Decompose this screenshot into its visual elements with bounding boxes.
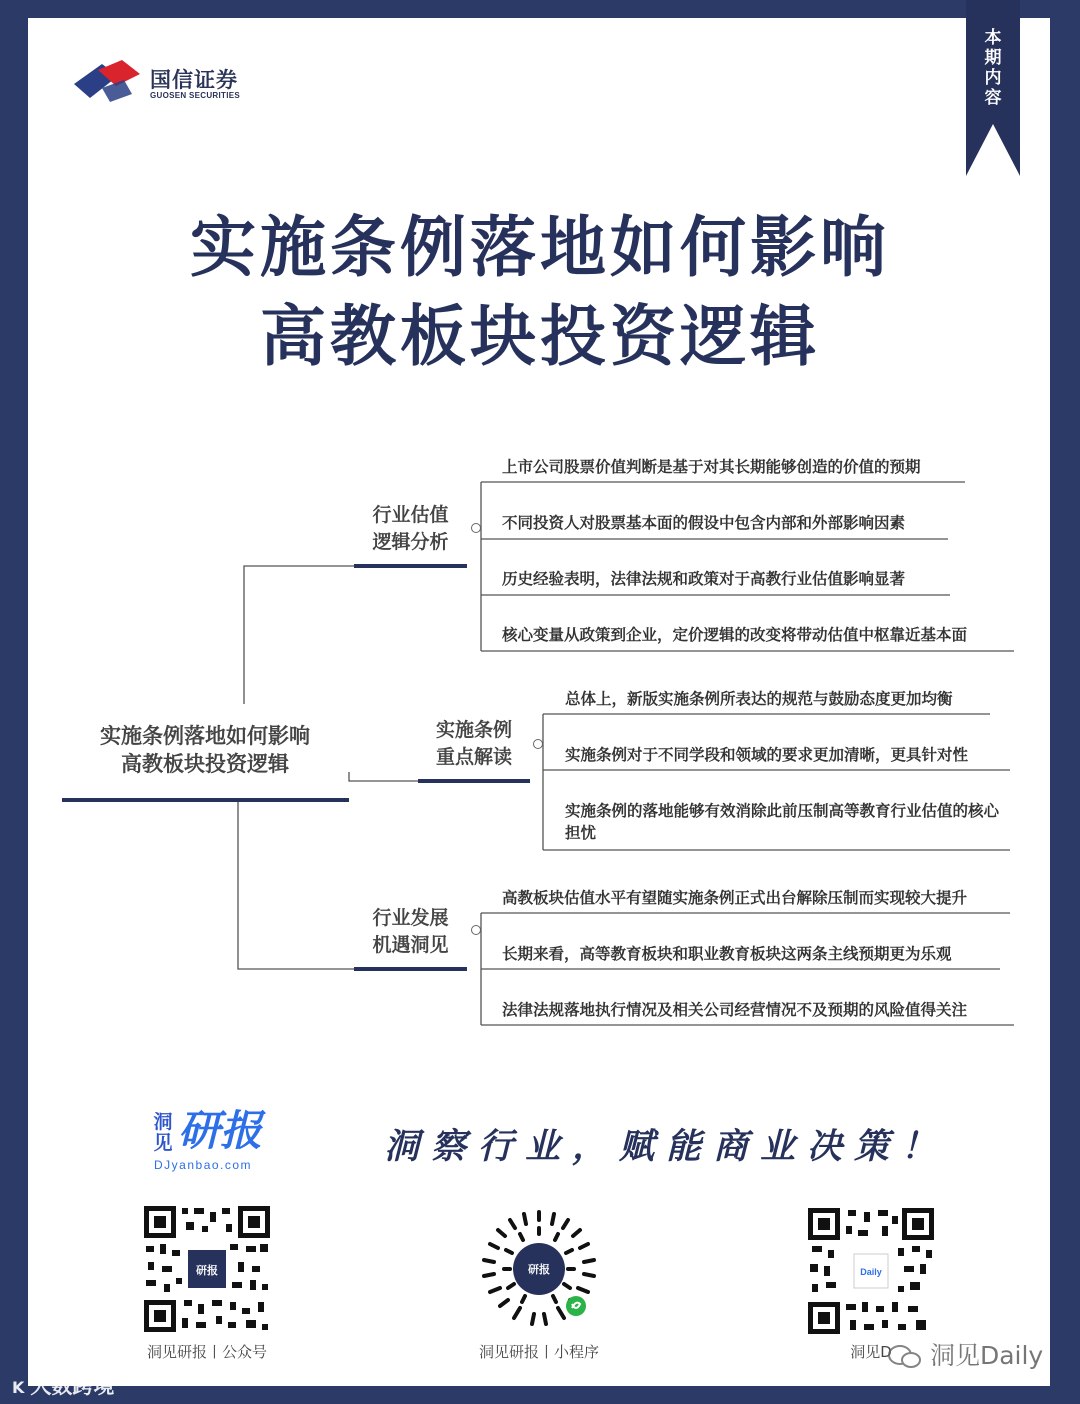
- branch-label-line-2: 机遇洞见: [372, 934, 449, 956]
- branch-valuation: [354, 502, 467, 556]
- watermark-right-text: 洞见Daily: [929, 1341, 1044, 1370]
- logo-subtitle: GUOSEN SECURITIES: [150, 91, 241, 100]
- watermark-left-text: 大数跨境: [30, 1374, 115, 1398]
- djyanbao-brand-logo: [152, 1106, 282, 1176]
- qr-code-official-account-icon[interactable]: [142, 1204, 272, 1334]
- leaf-item: 上市公司股票价值判断是基于对其长期能够创造的价值的预期: [502, 458, 921, 476]
- leaf-item: 高教板块估值水平有望随实施条例正式出台解除压制而实现较大提升: [502, 889, 968, 907]
- branch-regulation: [418, 717, 530, 771]
- page-title-line-1: 实施条例落地如何影响: [190, 209, 890, 286]
- svg-text:研报: 研报: [528, 1263, 550, 1276]
- mindmap-root: [62, 722, 348, 778]
- slogan: 洞察行业，赋能商业决策！: [384, 1127, 949, 1167]
- leaf-item: 法律法规落地执行情况及相关公司经营情况不及预期的风险值得关注: [502, 1001, 968, 1019]
- leaf-item: 实施条例对于不同学段和领域的要求更加清晰，更具针对性: [565, 746, 969, 764]
- root-line-1: 实施条例落地如何影响: [100, 724, 310, 748]
- qr-label-daily: 洞见D: [850, 1343, 892, 1361]
- logo-name: 国信证券: [150, 68, 238, 92]
- guosen-logo: [72, 58, 252, 108]
- branch-label-line-1: 行业发展: [372, 907, 449, 929]
- collapse-toggle-1[interactable]: [471, 523, 481, 533]
- qr-code-daily-icon[interactable]: [806, 1206, 936, 1336]
- mini-program-code-icon[interactable]: [474, 1204, 604, 1334]
- root-line-2: 高教板块投资逻辑: [121, 752, 289, 776]
- brand-url: DJyanbao.com: [154, 1158, 253, 1172]
- qr-label-official-account: 洞见研报丨公众号: [146, 1343, 267, 1361]
- collapse-toggle-3[interactable]: [471, 925, 481, 935]
- leaf-item: 总体上，新版实施条例所表达的规范与鼓励态度更加均衡: [565, 690, 953, 708]
- branch-label-line-1: 行业估值: [372, 504, 449, 526]
- ribbon-label: [966, 28, 1020, 108]
- qr-label-mini-program: 洞见研报丨小程序: [478, 1343, 599, 1361]
- leaf-item: 核心变量从政策到企业，定价逻辑的改变将带动估值中枢靠近基本面: [502, 626, 968, 644]
- svg-text:Daily: Daily: [860, 1267, 882, 1277]
- collapse-toggle-2[interactable]: [533, 739, 543, 749]
- wechat-icon: [888, 1344, 922, 1370]
- guosen-logo-mark-icon: [72, 58, 142, 104]
- brand-small-text: 洞见: [153, 1111, 173, 1154]
- branch-opportunity: [354, 905, 467, 959]
- ribbon-text: 本期内容: [984, 28, 1002, 108]
- leaf-item: 实施条例的落地能够有效消除此前压制高等教育行业估值的核心担忧: [565, 802, 1000, 842]
- watermark-right: [888, 1336, 1043, 1372]
- leaf-item: 长期来看，高等教育板块和职业教育板块这两条主线预期更为乐观: [502, 945, 952, 963]
- branch-label-line-1: 实施条例: [435, 719, 512, 741]
- leaf-item: 历史经验表明，法律法规和政策对于高教行业估值影响显著: [502, 570, 906, 588]
- branch-label-line-2: 逻辑分析: [372, 531, 449, 553]
- brand-big-text: 研报: [178, 1106, 263, 1155]
- svg-text:研报: 研报: [196, 1264, 218, 1277]
- page-title-line-2: 高教板块投资逻辑: [260, 298, 820, 375]
- watermark-left: K 大数跨境: [12, 1374, 115, 1398]
- branch-label-line-2: 重点解读: [435, 746, 512, 768]
- leaf-item: 不同投资人对股票基本面的假设中包含内部和外部影响因素: [502, 514, 906, 532]
